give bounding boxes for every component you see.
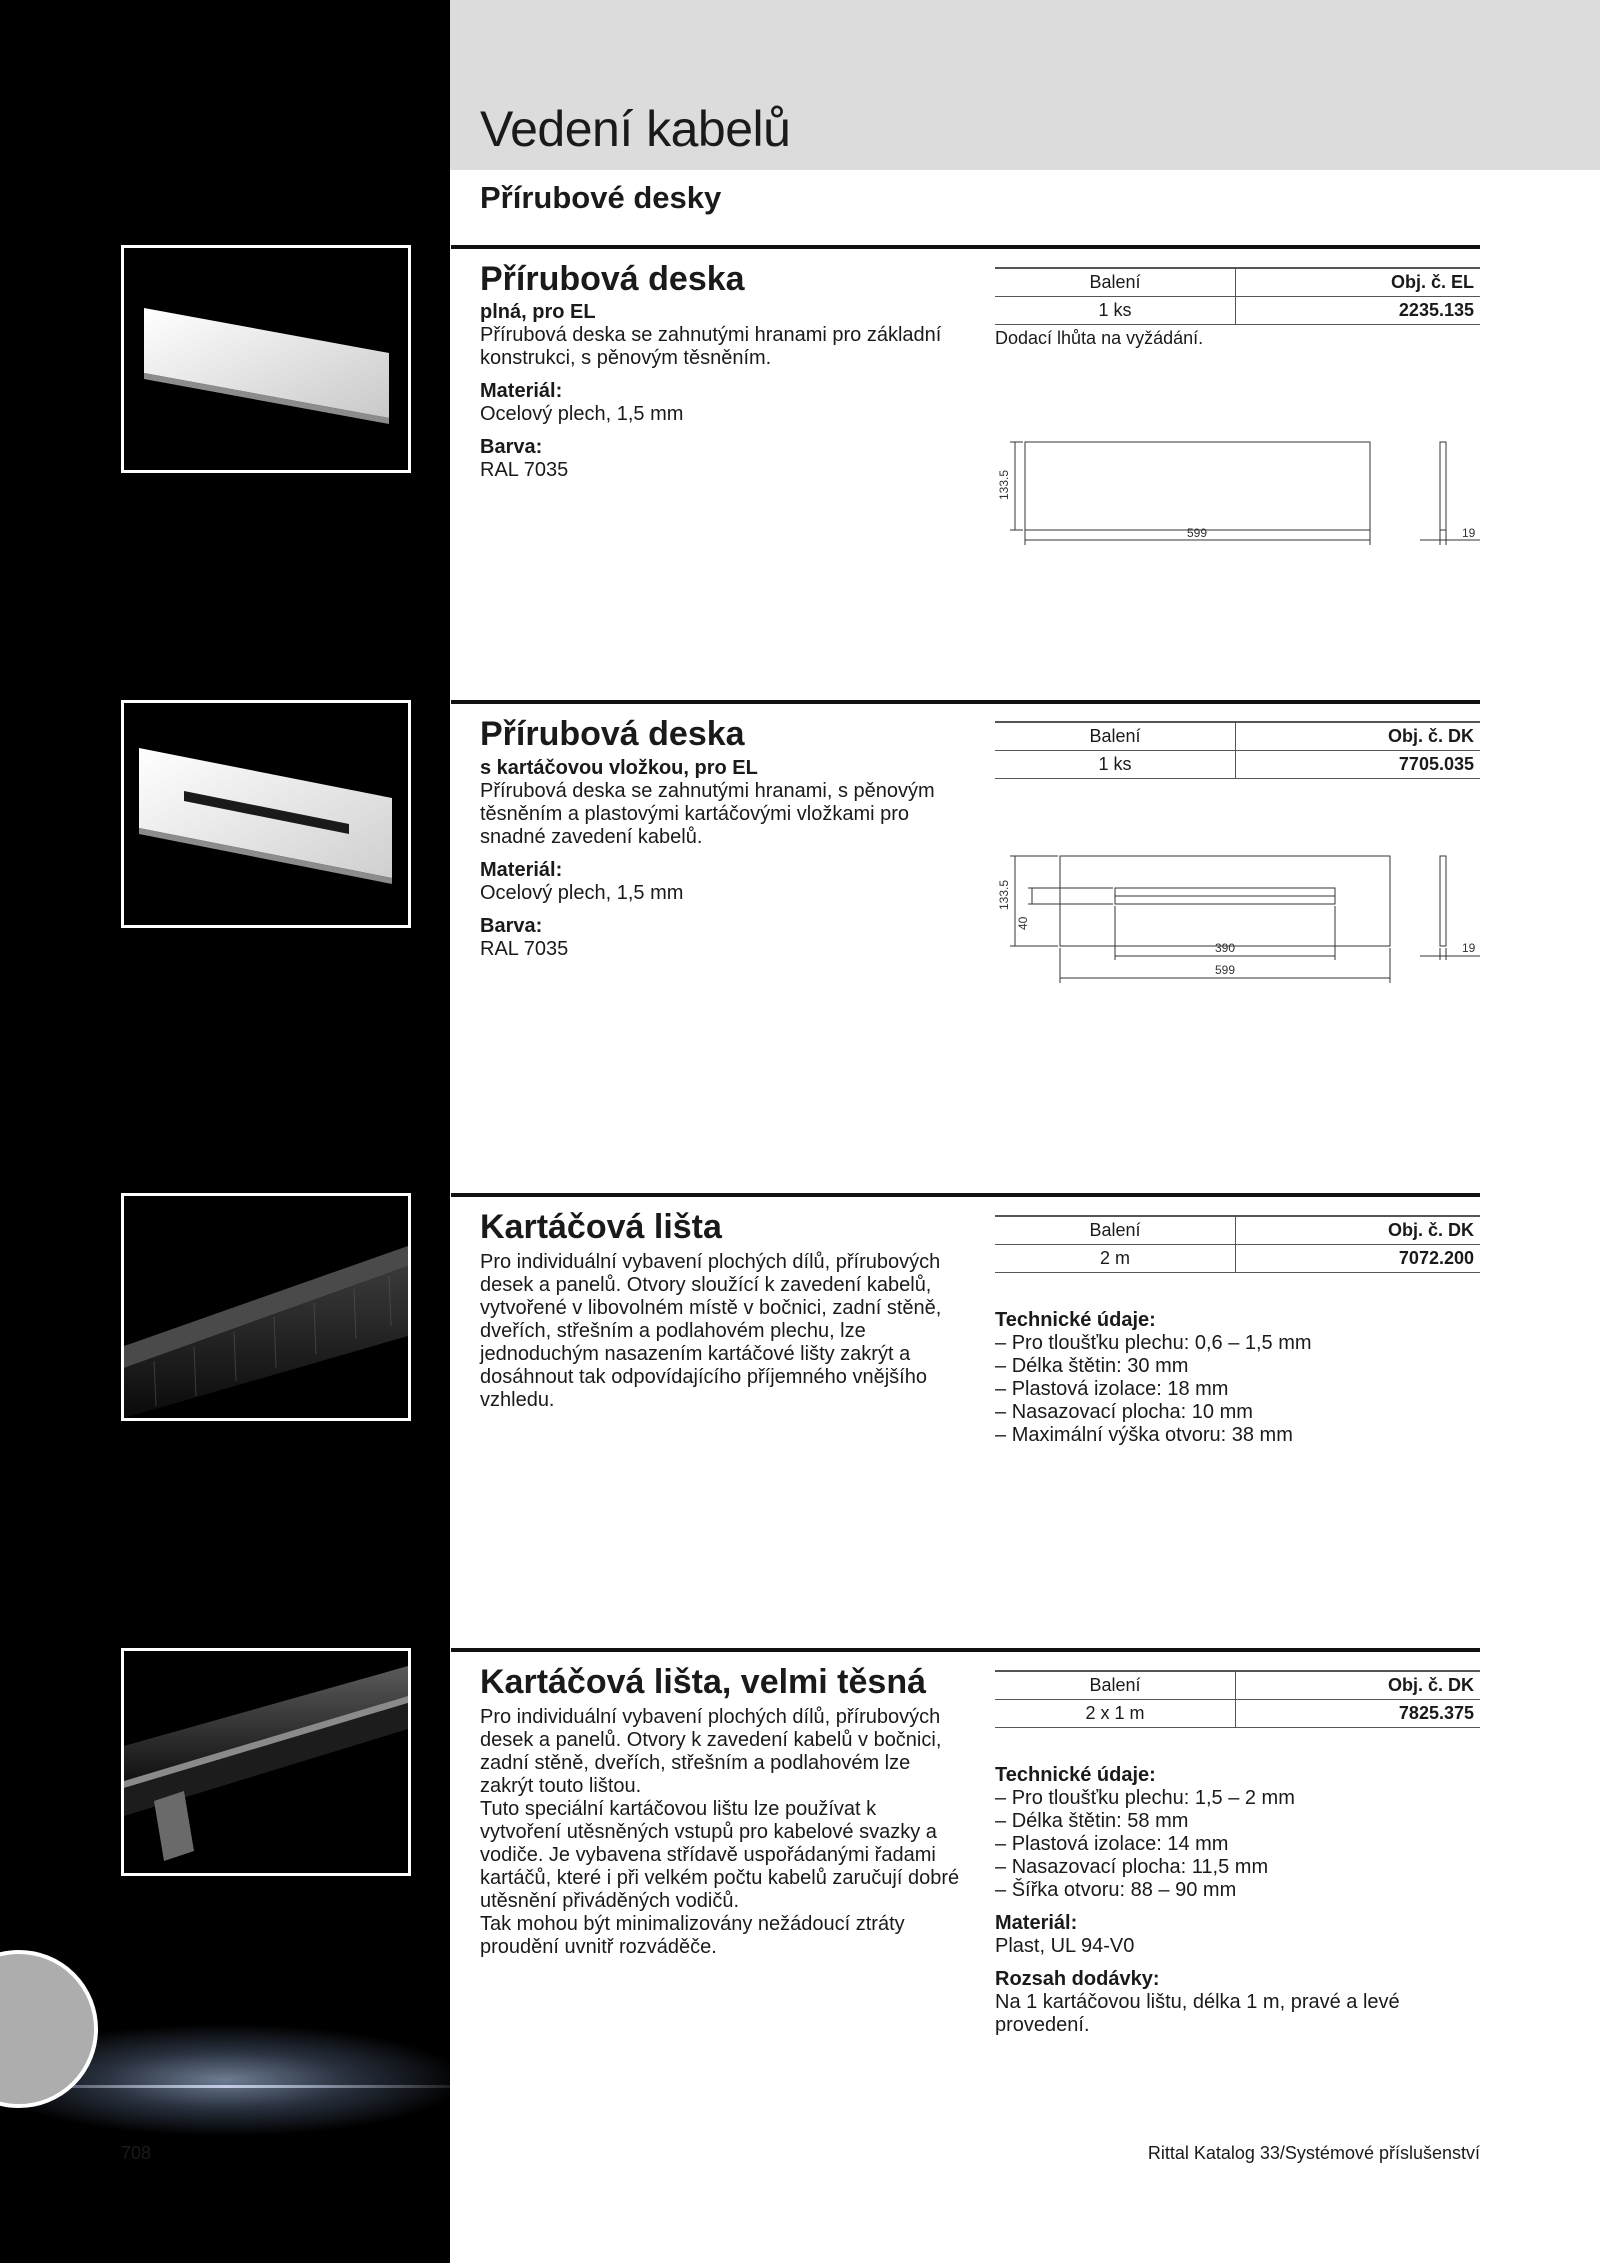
description-text: Pro individuální vybavení plochých dílů, přírubových desek a panelů. Otvory k zavedení kabelů v bočnici, zadní stěně, dveřích, střešním a podlahovém lze zakrýt touto lištou.: [480, 1706, 942, 1797]
table-row: [995, 297, 1480, 325]
color-label: Barva:: [480, 436, 543, 458]
list-item: – Pro tloušťku plechu: 1,5 – 2 mm: [995, 1787, 1480, 1810]
flange-plate-plain-icon: [124, 248, 408, 470]
description-text: Pro individuální vybavení plochých dílů, přírubových desek a panelů. Otvory sloužící k zavedení kabelů, vytvořené v libovolném místě v bočnici, zadní stěně, dveřích, střešním a podlahovém plechu, lze jednoduchým nasazením kartáčové lišty zakrýt a dosáhnout tak odpovídajícího příjemného vnějšího vzhledu.: [480, 1251, 942, 1411]
order-number-cell: 7825.375: [1236, 1700, 1481, 1728]
product-title: Kartáčová lišta: [480, 1208, 722, 1246]
product-image-flange-brush: [121, 700, 411, 928]
order-number-cell: 7072.200: [1236, 1245, 1481, 1273]
product-subtitle: plná, pro EL: [480, 301, 596, 323]
catalog-footer: Rittal Katalog 33/Systémové příslušenství: [1147, 2143, 1480, 2163]
page-number: 708: [121, 2143, 152, 2163]
table-row: [995, 1245, 1480, 1273]
flange-plate-brush-icon: [124, 703, 408, 925]
order-table: [995, 1670, 1480, 1728]
material-value: Ocelový plech, 1,5 mm: [480, 882, 684, 904]
dim-slot-height-label: 40: [1016, 916, 1030, 930]
col-packaging-header: Balení: [995, 1216, 1236, 1245]
packaging-cell: 2 x 1 m: [995, 1700, 1236, 1728]
col-order-header: Obj. č. DK: [1236, 722, 1481, 751]
tech-label: Technické údaje:: [995, 1309, 1156, 1331]
order-number-cell: 2235.135: [1236, 297, 1481, 325]
section-divider: [451, 1193, 1480, 1197]
col-order-header: Obj. č. DK: [1236, 1216, 1481, 1245]
dim-width-label: 599: [1186, 526, 1208, 540]
material-value: Ocelový plech, 1,5 mm: [480, 403, 684, 425]
tech-list: [995, 1787, 1480, 1902]
dim-height-label: 133.5: [997, 469, 1011, 500]
technical-data: [995, 1764, 1480, 2037]
dimension-drawing-brush: [990, 848, 1480, 988]
list-item: – Nasazovací plocha: 11,5 mm: [995, 1856, 1480, 1879]
section-divider: [451, 700, 1480, 704]
col-order-header: Obj. č. EL: [1236, 268, 1481, 297]
order-number-cell: 7705.035: [1236, 751, 1481, 779]
list-item: – Délka štětin: 58 mm: [995, 1810, 1480, 1833]
tech-list: [995, 1332, 1480, 1447]
col-packaging-header: Balení: [995, 268, 1236, 297]
delivery-note: Dodací lhůta na vyžádání.: [995, 328, 1204, 348]
packaging-cell: 1 ks: [995, 751, 1236, 779]
dim-slot-width-label: 390: [1214, 941, 1236, 955]
list-item: – Délka štětin: 30 mm: [995, 1355, 1480, 1378]
packaging-cell: 2 m: [995, 1245, 1236, 1273]
material-label: Materiál:: [480, 859, 563, 881]
material-label: Materiál:: [480, 380, 563, 402]
color-label: Barva:: [480, 915, 543, 937]
list-item: – Nasazovací plocha: 10 mm: [995, 1401, 1480, 1424]
tech-label: Technické údaje:: [995, 1764, 1156, 1786]
material-value: Plast, UL 94-V0: [995, 1935, 1135, 1957]
product-image-brush-strip: [121, 1193, 411, 1421]
description-text: Přírubová deska se zahnutými hranami, s pěnovým těsněním a plastovými kartáčovými vložkami pro snadné zavedení kabelů.: [480, 780, 935, 848]
technical-data: [995, 1309, 1480, 1447]
description-text: Tuto speciální kartáčovou lištu lze používat k vytvoření utěsněných vstupů pro kabelové svazky a vodiče. Je vybavena střídavě uspořádanými řadami kartáčů, které i při velkém počtu kabelů zaručují dobré utěsnění přiváděných vodičů.: [480, 1798, 960, 1912]
dim-height-label: 133.5: [997, 879, 1011, 910]
section-divider: [451, 245, 1480, 249]
list-item: – Maximální výška otvoru: 38 mm: [995, 1424, 1480, 1447]
description-text: Tak mohou být minimalizovány nežádoucí ztráty proudění uvnitř rozváděče.: [480, 1913, 905, 1958]
product-title: Přírubová deska: [480, 715, 745, 753]
description-text: Přírubová deska se zahnutými hranami pro základní konstrukci, s pěnovým těsněním.: [480, 324, 942, 369]
col-packaging-header: Balení: [995, 1671, 1236, 1700]
dim-width-label: 599: [1214, 963, 1236, 977]
product-title: Přírubová deska: [480, 260, 745, 298]
product-image-brush-strip-tight: [121, 1648, 411, 1876]
list-item: – Plastová izolace: 14 mm: [995, 1833, 1480, 1856]
product-description: [480, 757, 960, 961]
table-row: [995, 751, 1480, 779]
product-description: [480, 1706, 960, 1959]
product-image-flange-plain: [121, 245, 411, 473]
brush-strip-icon: [124, 1196, 408, 1418]
order-table: [995, 267, 1480, 325]
order-table: [995, 721, 1480, 779]
brush-strip-tight-icon: [124, 1651, 408, 1873]
color-value: RAL 7035: [480, 938, 569, 960]
table-row: [995, 1700, 1480, 1728]
dim-depth-label: 19: [1462, 526, 1476, 540]
list-item: – Plastová izolace: 18 mm: [995, 1378, 1480, 1401]
col-order-header: Obj. č. DK: [1236, 1671, 1481, 1700]
section-subtitle: Přírubové desky: [480, 180, 722, 215]
color-value: RAL 7035: [480, 459, 569, 481]
product-description: [480, 1251, 960, 1412]
dimension-drawing-plain: [990, 430, 1480, 545]
scope-value: Na 1 kartáčovou lištu, délka 1 m, pravé a levé provedení.: [995, 1991, 1400, 2036]
material-label: Materiál:: [995, 1912, 1078, 1934]
list-item: – Pro tloušťku plechu: 0,6 – 1,5 mm: [995, 1332, 1480, 1355]
page-title: Vedení kabelů: [480, 101, 791, 157]
product-subtitle: s kartáčovou vložkou, pro EL: [480, 757, 758, 779]
scope-label: Rozsah dodávky:: [995, 1968, 1160, 1990]
section-divider: [451, 1648, 1480, 1652]
packaging-cell: 1 ks: [995, 297, 1236, 325]
dim-depth-label: 19: [1462, 941, 1476, 955]
col-packaging-header: Balení: [995, 722, 1236, 751]
product-description: [480, 301, 960, 482]
order-table: [995, 1215, 1480, 1273]
product-title: Kartáčová lišta, velmi těsná: [480, 1663, 927, 1701]
list-item: – Šířka otvoru: 88 – 90 mm: [995, 1879, 1480, 1902]
